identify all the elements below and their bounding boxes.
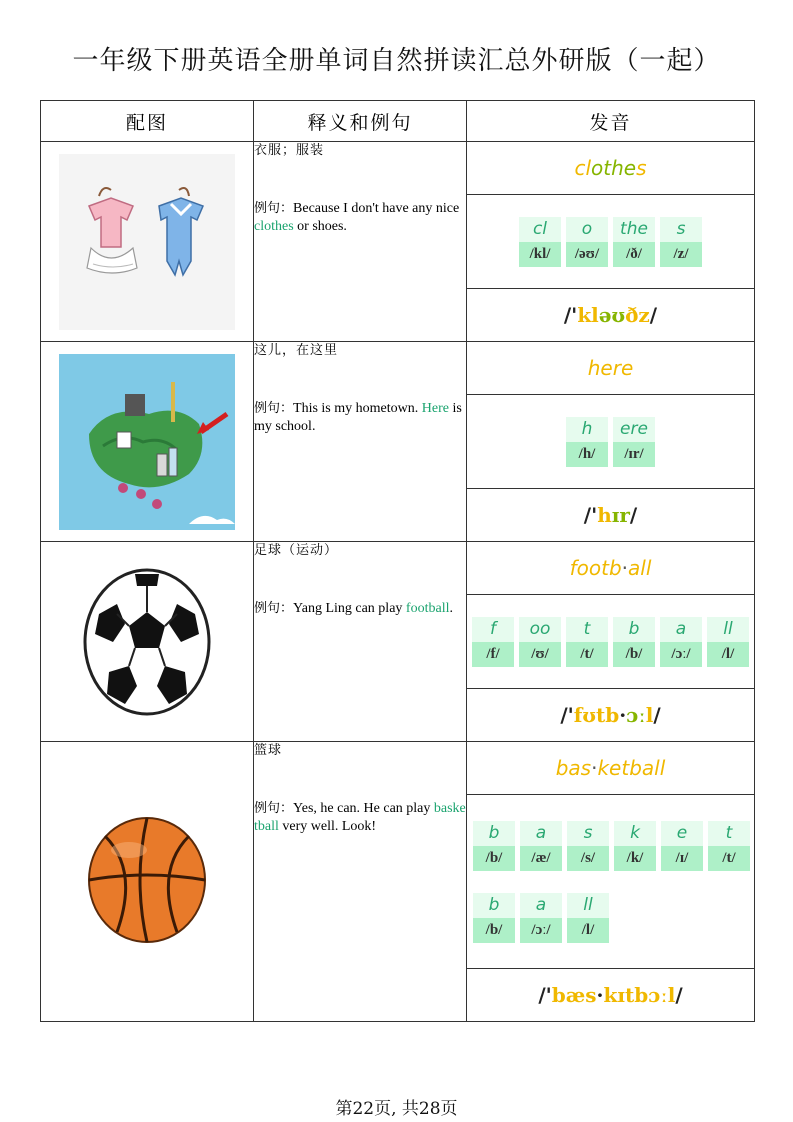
- example-highlight: football: [405, 601, 450, 616]
- meaning-text: 篮球: [254, 743, 283, 758]
- phonics-tile: [707, 617, 749, 667]
- tile-phoneme: /l/: [707, 642, 749, 667]
- tile-grapheme: t: [708, 821, 750, 846]
- tile-grapheme: s: [567, 821, 609, 846]
- word-display: [467, 542, 754, 595]
- ipa-part-b: ɪr: [611, 503, 630, 527]
- phonics-tile: [613, 217, 655, 267]
- phonics-tile: [473, 821, 515, 871]
- header-pron: 发音: [467, 101, 755, 142]
- ipa-part-b: ɔː: [626, 703, 646, 727]
- word-display: [467, 142, 754, 195]
- tile-grapheme: the: [613, 217, 655, 242]
- tile-grapheme: ll: [567, 893, 609, 918]
- phonics-tile: [520, 893, 562, 943]
- tile-grapheme: cl: [519, 217, 561, 242]
- ipa-part-a: kl: [577, 303, 599, 327]
- page-title: 一年级下册英语全册单词自然拼读汇总外研版（一起）: [72, 46, 721, 76]
- tile-phoneme: /kl/: [519, 242, 561, 267]
- example-sentence: [254, 600, 466, 618]
- word-part-yellow-2: ere: [600, 356, 634, 380]
- page-footer: 第22页, 共28页: [335, 1099, 458, 1119]
- word-part-yellow: cl: [574, 156, 592, 180]
- table-header-row: [41, 101, 755, 142]
- ipa-display: [467, 289, 754, 341]
- phonics-tile: [519, 217, 561, 267]
- tile-grapheme: a: [660, 617, 702, 642]
- phonics-tile: [660, 617, 702, 667]
- header-image: 配图: [41, 101, 254, 142]
- tile-phoneme: /b/: [473, 918, 515, 943]
- example-sentence: [254, 800, 466, 836]
- tile-phoneme: /l/: [567, 918, 609, 943]
- basketball-illustration: [59, 794, 235, 970]
- tile-phoneme: /ɔː/: [520, 918, 562, 943]
- phonics-tile: [661, 821, 703, 871]
- phonics-tile: [566, 217, 608, 267]
- syllable-dot: ·: [591, 756, 598, 780]
- pron-cell: [467, 542, 755, 742]
- tile-phoneme: /t/: [708, 846, 750, 871]
- ipa-display: [467, 489, 754, 541]
- phonics-tile: [567, 893, 609, 943]
- ipa-part-c: l: [645, 703, 654, 727]
- pron-cell: [467, 742, 755, 1022]
- example-label: 例句：: [254, 601, 294, 616]
- phonics-tile: [567, 821, 609, 871]
- tile-grapheme: s: [660, 217, 702, 242]
- phonics-tile: [614, 821, 656, 871]
- ipa-post: /: [675, 983, 683, 1007]
- pron-cell: [467, 342, 755, 542]
- tile-grapheme: t: [566, 617, 608, 642]
- header-meaning: 释义和例句: [254, 101, 467, 142]
- word-part-yellow-2: all: [628, 556, 652, 580]
- example-highlight: clothes: [254, 219, 294, 234]
- ipa-part-b: əʊ: [598, 303, 626, 327]
- tile-phoneme: /t/: [566, 642, 608, 667]
- example-pre: Yes, he can. He can play: [293, 801, 434, 816]
- phonics-tile: [566, 417, 608, 467]
- meaning-cell: [254, 542, 467, 742]
- tile-grapheme: b: [473, 893, 515, 918]
- meaning-text: 衣服；服装: [254, 143, 325, 158]
- meaning-text: 这儿，在这里: [254, 343, 339, 358]
- example-pre: Yang Ling can play: [293, 601, 406, 616]
- tile-grapheme: a: [520, 821, 562, 846]
- tile-phoneme: /z/: [660, 242, 702, 267]
- example-sentence: [254, 400, 466, 436]
- example-label: 例句：: [254, 201, 294, 216]
- tile-phoneme: /ɔː/: [660, 642, 702, 667]
- word-part-yellow: h: [587, 356, 601, 380]
- example-sentence: [254, 200, 466, 236]
- word-part-yellow-2: ketball: [597, 756, 666, 780]
- football-illustration: [59, 554, 235, 730]
- example-post: very well. Look!: [278, 819, 377, 834]
- image-cell: [41, 742, 254, 1022]
- example-post: .: [449, 601, 453, 616]
- clothes-illustration: [59, 154, 235, 330]
- ipa-part-c: ðz: [625, 303, 650, 327]
- image-cell: [41, 142, 254, 342]
- hometown-map-illustration: [59, 354, 235, 530]
- phonics-tile: [708, 821, 750, 871]
- tile-phoneme: /ð/: [613, 242, 655, 267]
- tile-grapheme: oo: [519, 617, 561, 642]
- tile-grapheme: h: [566, 417, 608, 442]
- phonics-tile: [613, 417, 655, 467]
- tile-grapheme: o: [566, 217, 608, 242]
- tile-phoneme: /əʊ/: [566, 242, 608, 267]
- tile-phoneme: /k/: [614, 846, 656, 871]
- tile-grapheme: k: [614, 821, 656, 846]
- meaning-cell: [254, 342, 467, 542]
- tile-phoneme: /ɪ/: [661, 846, 703, 871]
- word-part-yellow-end: s: [636, 156, 647, 180]
- example-pre: This is my hometown.: [293, 401, 422, 416]
- meaning-cell: [254, 742, 467, 1022]
- word-part-yellow: bas: [555, 756, 592, 780]
- ipa-pre: /': [583, 503, 598, 527]
- table-row: [41, 142, 755, 342]
- pron-cell: [467, 142, 755, 342]
- image-cell: [41, 342, 254, 542]
- tile-grapheme: ll: [707, 617, 749, 642]
- phonics-tile: [660, 217, 702, 267]
- phonics-tiles: [467, 795, 754, 969]
- syllable-dot: ·: [621, 556, 629, 580]
- ipa-post: /: [649, 303, 658, 327]
- example-post: is my school.: [254, 401, 462, 434]
- ipa-pre: /': [563, 303, 578, 327]
- tile-phoneme: /s/: [567, 846, 609, 871]
- tile-grapheme: b: [473, 821, 515, 846]
- ipa-pre: /': [538, 983, 552, 1007]
- phonics-tile: [472, 617, 514, 667]
- ipa-post: /: [653, 703, 661, 727]
- meaning-text: 足球（运动）: [254, 543, 339, 558]
- example-post: or shoes.: [293, 219, 347, 234]
- ipa-dot: ·: [619, 703, 627, 727]
- ipa-display: [467, 969, 754, 1021]
- tile-grapheme: a: [520, 893, 562, 918]
- tile-grapheme: b: [613, 617, 655, 642]
- ipa-display: [467, 689, 754, 741]
- ipa-dot: ·: [596, 983, 604, 1007]
- phonics-tiles: [467, 195, 754, 289]
- tile-phoneme: /b/: [473, 846, 515, 871]
- phonics-tile: [520, 821, 562, 871]
- ipa-part-a: bæs: [551, 983, 597, 1007]
- example-highlight: Here: [421, 401, 449, 416]
- word-part-yellow: footb: [569, 556, 622, 580]
- table-row: [41, 742, 755, 1022]
- example-highlight: basketball: [254, 801, 466, 834]
- tile-phoneme: /h/: [566, 442, 608, 467]
- tile-phoneme: /ʊ/: [519, 642, 561, 667]
- phonics-tile: [613, 617, 655, 667]
- vocab-table: [40, 100, 755, 1022]
- meaning-cell: [254, 142, 467, 342]
- word-display: [467, 342, 754, 395]
- tile-phoneme: /æ/: [520, 846, 562, 871]
- phonics-tiles: [467, 395, 754, 489]
- table-row: [41, 542, 755, 742]
- example-label: 例句：: [254, 801, 294, 816]
- phonics-tile: [566, 617, 608, 667]
- tile-grapheme: ere: [613, 417, 655, 442]
- ipa-pre: /': [560, 703, 574, 727]
- table-row: [41, 342, 755, 542]
- image-cell: [41, 542, 254, 742]
- tile-grapheme: f: [472, 617, 514, 642]
- example-label: 例句：: [254, 401, 294, 416]
- word-display: [467, 742, 754, 795]
- ipa-part-a: h: [597, 503, 612, 527]
- word-part-dark: othe: [591, 156, 637, 180]
- ipa-part-b: kɪtbɔːl: [603, 983, 676, 1007]
- tile-phoneme: /f/: [472, 642, 514, 667]
- ipa-post: /: [629, 503, 638, 527]
- ipa-part-a: fʊtb: [573, 703, 620, 727]
- tile-grapheme: e: [661, 821, 703, 846]
- phonics-tiles: [467, 595, 754, 689]
- tile-phoneme: /b/: [613, 642, 655, 667]
- phonics-tile: [473, 893, 515, 943]
- example-pre: Because I don't have any nice: [293, 201, 460, 216]
- tile-phoneme: /ɪr/: [613, 442, 655, 467]
- phonics-tile: [519, 617, 561, 667]
